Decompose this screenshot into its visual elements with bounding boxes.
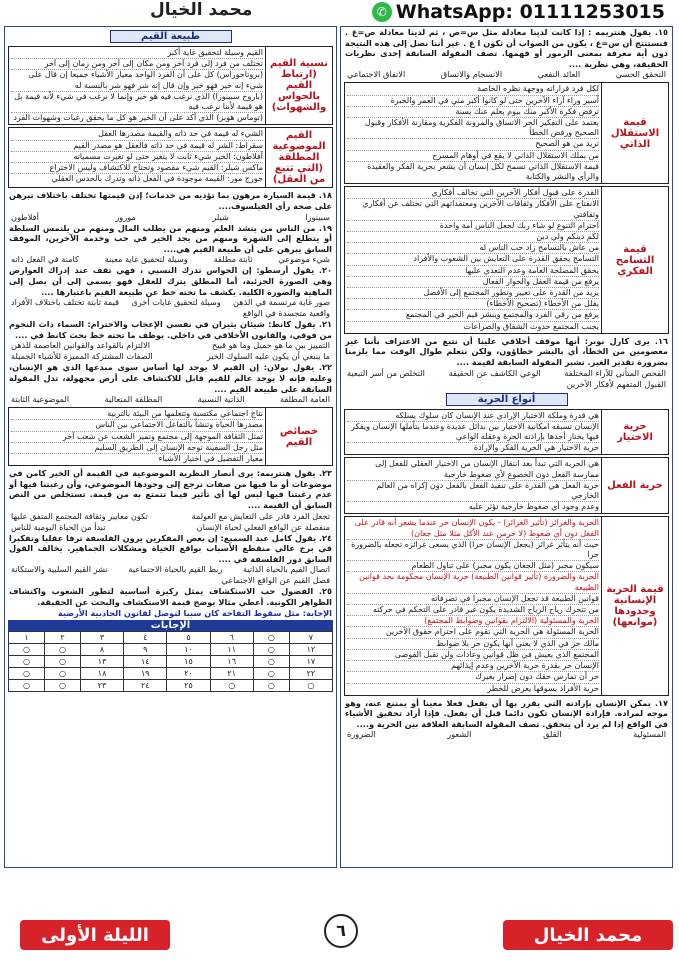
tolerance-group: [344, 186, 669, 334]
list-item: الحرية والغرائز (تأثير الغرائز) - يكون الإنسان حر عندما يشعر أنه قادر على الفعل دون أي ضغوط (لا حرمن عند الأكل مثلا مثل جعان): [347, 518, 599, 539]
group-label: قيمة الحرية الإنسانية وحدودها (موانعها): [601, 517, 668, 694]
table-row: [9, 632, 333, 644]
list-item: يحقق المصلحة العامة وعدم التعدي عليها: [347, 266, 599, 277]
list-item: يرفع من رقي الفرد والمجتمع وينشر قيم الخير في المجتمع: [347, 310, 599, 321]
whatsapp-number: WhatsApp: 01111253015: [395, 1, 665, 23]
list-item: الشيء له قيمة في حد ذاته والقيمة مصدرها العقل: [11, 129, 263, 140]
q24-options: [5, 564, 336, 586]
answer-cell: ٩: [124, 644, 167, 656]
action-freedom-group: [344, 457, 669, 514]
option[interactable]: ربط القيم بالحياة الاجتماعية: [128, 564, 223, 575]
answer-cell: ٢٢: [289, 668, 332, 680]
autonomy-group: [344, 82, 669, 184]
option[interactable]: التمييز بين ما هو جميل وما هو قبيح: [211, 340, 330, 351]
list-item: تختلف من فرد إلى فرد آخر ومن مكان إلى آخر ومن زمان إلى آخر: [11, 59, 263, 70]
option[interactable]: تبدأ من الحياة اليومية للناس: [11, 521, 106, 532]
list-item: معيار التفضيل في اختيار الأشياء: [158, 453, 263, 463]
list-item: الحرية المسئولة هي الحرية التي تقوم على احترام حقوق الآخرين: [347, 627, 599, 638]
table-row: [9, 644, 333, 656]
answer-cell: ٢٤: [124, 680, 167, 692]
q23-options: [5, 511, 336, 533]
list-item: مالك حر في الذي لا يعني أنها يكون حر بلا ضوابط: [347, 639, 599, 650]
answer-cell[interactable]: ○: [210, 680, 253, 692]
question-23: ٢٣. يقول هنتريمه: يرى أنصار النظرية الموضوعية في القيمة أن الخير كامن في موضوعات أو ما فيها من صفات ترجع إلى وجودها الموضوعي، وأن رغبتنا فيها أو عدم رغبتنا فيها ليس لها أي تأثير فيما تتمتع به من قيمة. تستخلص من النص السابق أن القيمة ....: [9, 468, 332, 510]
answer-cell: ٢١: [210, 668, 253, 680]
list-item: تمثل الثقافة الموجهة إلى مجتمع وتميز الشعب عن شعب آخر: [11, 432, 263, 443]
list-item: تريد من هو الصحيح: [347, 139, 599, 150]
option[interactable]: الموضوعية الثابتة: [11, 394, 70, 405]
option[interactable]: ما ينبغي أن يكون عليه السلوك الخير: [206, 351, 330, 362]
answer-cell[interactable]: ○: [9, 668, 45, 680]
option[interactable]: صور غاية مرتسمة في الذهن: [233, 297, 330, 308]
answer-cell: ٢: [45, 632, 81, 644]
answer-cell: ٧: [289, 632, 332, 644]
list-item: (بروتاجوراس) كل على أن الفرد الواحد معيار الأشياء جميعا إن قال على شيء إنه خير فهو خير وإن قال إنه شر فهو شر بالنسبة له: [11, 70, 263, 91]
q22-options: [5, 394, 336, 405]
option[interactable]: تجعل الفرد قادر على التعايش مع العولمة: [191, 510, 330, 521]
table-row: [9, 680, 333, 692]
question-15: ١٥. يقول هنتريمه : إذا كانت لدينا معادلة مثل س=ص ، ثم لدينا معادلة ص=ع . فنستنتج أن س=ع ، يكون من الصواب أن تكون ا ع . غير أننا نصل إلى هذه النتيجة دون أية معرفة بمعنى الرموز أو فهمها. تصف المقولة السابقة إحدى نظريات الحقيقة، وهي نظرية ....: [345, 27, 668, 69]
list-item: جورج مور: القيمة موجودة في الفعل ذاته وتدرك بالحدس العقلي: [51, 174, 263, 184]
option[interactable]: الضرورة: [347, 729, 376, 740]
list-item: ماكس شيلر: القيم شيء مقصود وتحتاج للاكتشاف وليس الاختراع: [11, 163, 263, 174]
option[interactable]: شيلر: [212, 211, 229, 222]
q16-options: [341, 368, 672, 390]
list-item: هي الحرية التي تبدأ بعد انتقال الإنسان من الاختيار العقلي للفعل إلى ممارسة الفعل دون الخضوع لأي ضغوط خارجية: [347, 459, 599, 480]
option[interactable]: واقعية متجسدة في الواقع: [242, 308, 330, 319]
list-item: قيمة الاستقلال الذاتي تسمح لكل إنسان أن يشعر بحرية الفكر والعقيدة والرأي والنشر والكتابة: [367, 161, 599, 181]
q25-answer: الإجابة: مثل سقوط التفاحة كان سببا لتوصل لقانون الجاذبية الأرضية: [57, 607, 332, 618]
list-item: أفلاطون: الخير شيء ثابت لا يتغير حتى لو تغيرت مسمياته: [11, 152, 263, 163]
option[interactable]: تكون معايير وثقافة المجتمع المتفق عليها: [11, 510, 148, 521]
q15-options: [341, 69, 672, 80]
group-label: حرية الاختيار: [601, 410, 668, 455]
answer-cell[interactable]: ○: [253, 656, 289, 668]
group-label: حرية الفعل: [601, 458, 668, 513]
option[interactable]: المطلقة المتعالية: [104, 394, 163, 405]
list-item: من تتحرك رياح الرياح الشديدة يكون غير قادر على التحكم في حركته: [347, 605, 599, 616]
list-item: (باروخ سبينوزا) الذي نرغب فيه هو خير وإنما لا نرغب في شيء لأنه قيمة بل هو قيمة لأننا نرغب فيه: [11, 92, 263, 113]
answer-cell[interactable]: ○: [253, 680, 289, 692]
list-item: الإنسان تسبقه امكانية الاختيار بين بدائل عديدة وعندما يتأملها الإنسان ويفكر فيها يختار أحدها بإرادته الحرة وعقله الواعي: [347, 422, 599, 443]
option[interactable]: الوعي الكاشف عن الحقيقة: [448, 367, 541, 378]
group-label: القيم الموضوعية المطلقة (التي تتبع من العقل): [265, 128, 332, 187]
list-item: يجنب المجتمع حدوث الشقاق والصراعات: [463, 321, 599, 331]
option[interactable]: قيمة ثابتة تختلف باختلاف الأفراد: [11, 297, 120, 308]
answer-cell: ١٤: [124, 656, 167, 668]
list-item: من يملك الاستقلال الذاتي لا يقع في أوهام المسرح: [347, 151, 599, 162]
section-title: طبيعة القيم: [110, 30, 232, 43]
list-item: الانفتاح على الأفكار وثقافات الآخرين ومعتقداتهم التي تختلف عن أفكاري وثقافتي: [347, 199, 599, 220]
group-label: قيمة التسامح الفكري: [601, 187, 668, 333]
answer-cell: ١١: [210, 644, 253, 656]
list-item: مثل رجل السفينة توجه الإنسان إلى الطريق السليم: [11, 443, 263, 454]
option[interactable]: فصل القيم عن الواقع الاجتماعي: [221, 575, 330, 586]
answer-cell: ١٧: [289, 656, 332, 668]
list-item: قوانين الطبيعة قد تجعل الإنسان مجبرا في تصرفاته: [347, 594, 599, 605]
option[interactable]: أفلاطون: [11, 211, 39, 222]
group-label: نسبية القيم (ارتباط القيم بالحواس والشهوات): [265, 47, 332, 124]
freedom-title: أنواع الحرية: [446, 393, 568, 406]
list-item: نتاج اجتماعي مكتسبة وتتعلمها من البيئة بالتربية: [11, 409, 263, 420]
list-item: حرية الأفراد يسوقها يعرض للخطر: [487, 683, 599, 693]
page-header: [0, 0, 679, 24]
question-25: ٢٥. الفضول حب الاستكشاف يمثل ركيزة أساسية لتطور الشعوب واكتشاف الظواهر الكونية. أعطي مثالا يوضح قيمة الاستكشاف والبحث عن الحقيقة.: [9, 586, 332, 607]
list-item: سيكون مجبر (مثل الجعان يكون مجبر) على تناول الطعام: [347, 561, 599, 572]
option[interactable]: الاتفاق الاجتماعي: [347, 69, 406, 80]
answer-cell: ١٦: [210, 656, 253, 668]
answer-cell: ٢٣: [80, 680, 123, 692]
question-20: ٢٠. يقول أرسطو: إن الحواس تدرك النسبي ، فهي تقف عند إدراك العوارض وهي الصورة الجزئية، أما المطلق يترك للعقل فهو يسمى إلى أن يصل إلى الماهية والصورة الكلية. يكشف ما تحته خط عن طبيعة القيم باعتبارها ....: [9, 265, 332, 297]
option[interactable]: ثابتة مطلقة: [213, 254, 253, 265]
option[interactable]: القلق: [543, 729, 562, 740]
answer-cell[interactable]: ○: [253, 632, 289, 644]
list-item: أسير وراء آراء الآخرين حتى لو كانوا أكبر مني في العمر والخبرة: [347, 96, 599, 107]
question-19: ١٩. من الناس من ينشد العلم ومنهم من يطلب المال ومنهم من يلتمس السلطة أو يتطلع إلى الشهرة ومنهم من يجد الخير في حب وخدمة الآخرين، الموقف السابق يبرهن على أن طبيعة القيم هي....: [9, 222, 332, 254]
answer-cell: ١٥: [167, 656, 210, 668]
list-item: المجتمع الذي يعيش في ظل قوانين وعادات ولن تقبل الفوضى: [347, 650, 599, 661]
option[interactable]: اتصال القيم بالحياة الذاتية: [242, 564, 330, 575]
human-freedom-group: [344, 516, 669, 695]
answer-cell: ١٩: [124, 668, 167, 680]
right-column: [340, 26, 673, 868]
list-item: القيم وسيلة لتحقيق غاية أكبر: [11, 48, 263, 59]
night-badge: الليلة الأولى: [20, 920, 170, 950]
answer-cell: ١٨: [80, 668, 123, 680]
choice-freedom-group: [344, 409, 669, 456]
option[interactable]: سبينوزا: [305, 211, 330, 222]
objective-values-group: [8, 127, 333, 188]
list-item: الحرية والمسئولية (الالتزام بقوانين وضوابط المجتمع): [347, 616, 599, 627]
list-item: حيث أنه يتأثر غرائز (يجعل الإنسان حرا) الذي يسعى غرائزه تجعله بالضرورة حرا: [347, 540, 599, 561]
answer-cell: ٤: [124, 632, 167, 644]
q20-options: [5, 297, 336, 319]
list-item: احترام التنوع لو شاء ربك لجعل الناس أمة واحدة: [347, 221, 599, 232]
group-label: خصائص القيم: [265, 408, 332, 465]
list-item: حرية الفعل هي القدرة على تنفيذ الفعل بالفعل دون إكراه من العالم الخارجي: [347, 481, 599, 502]
option[interactable]: نشر القيم السلبية والاستكانة: [11, 564, 108, 575]
list-item: الحرية والضرورة (تأثير قوانين الطبيعة) حرية الإنسان محكومة بحد قوانين الطبيعة: [347, 572, 599, 593]
answer-cell: ١: [9, 632, 45, 644]
answers-table: [8, 631, 333, 692]
list-item: لكم دينكم ولي دين: [347, 232, 599, 243]
teacher-name: محمد الخيال: [150, 0, 253, 20]
list-item: الإنسان حر بقدرة حرية الآخرين وعدم إيذائهم: [347, 661, 599, 672]
answer-cell[interactable]: ○: [253, 644, 289, 656]
list-item: مصدرها الحياة وتنشأ بالتفاعل الاجتماعي بين الناس: [11, 420, 263, 431]
option[interactable]: القبول المتفهم لأفكار الآخرين: [566, 378, 666, 389]
q19-options: [5, 254, 336, 265]
question-22: ٢٢. يقول بولان: إن القيم لا يوجد لها أساس سوى مبدعها الذي هو الإنسان، وعليه فإنه لا يوجد عالم للقيم قابل للاكتشاف على أرض مجهولة، تدل المقولة السابقة على طبيعة القيم ....: [9, 362, 332, 394]
left-column: [4, 26, 337, 868]
list-item: سقراط: الشر له قيمة في حد ذاته فالعقل هو مصدر القيم: [11, 141, 263, 152]
question-18: ١٨. قيمة السيارة مرهون بما تؤديه من خدمات؛ إذن قيمتها تختلف باختلاف تبرهن على صحة رأي الفيلسوف....: [9, 190, 332, 212]
answer-cell[interactable]: ○: [9, 680, 45, 692]
option[interactable]: مورور: [115, 211, 136, 222]
answer-cell[interactable]: ○: [45, 656, 81, 668]
answer-cell[interactable]: ○: [9, 644, 45, 656]
list-item: حرية الاختيار هي الحرية الفكر والإرادة: [473, 443, 599, 453]
list-item: القدرة على قبول أفكار الآخرين التي تخالف أفكاري: [347, 188, 599, 199]
list-item: التسامح يحقق القدرة على التعايش بين الشعوب والأفراد: [347, 254, 599, 265]
option[interactable]: الالتزام بالقواعد والقوانين العاصمة للذهن: [11, 340, 150, 351]
list-item: (توماس هوبز) الذي أكد على أن الخير هو كل ما يحقق رغبات وشهوات الفرد: [13, 113, 263, 123]
page-number: ٦: [324, 914, 358, 948]
option[interactable]: التخلص من أسر التبعية: [347, 367, 425, 378]
list-item: وعدم وجود أي ضغوط خارجية تؤثر عليه: [468, 502, 599, 512]
list-item: يرفع من قيمة العقل والحوار الفعال: [347, 277, 599, 288]
list-item: يزيد من القدرة على تغيير وتطور المجتمع إلى الأفضل: [347, 288, 599, 299]
values-traits-group: [8, 407, 333, 466]
answer-cell: ١٣: [80, 656, 123, 668]
option[interactable]: منفصلة عن الواقع الفعلي لحياة الإنسان: [196, 521, 330, 532]
list-item: يقلل من الأخطاء (تصحيح الأخطاء): [347, 299, 599, 310]
list-item: ترفض فكرة الأكبر منك بيوم يعلم عنك بسنة: [347, 107, 599, 118]
table-row: [9, 668, 333, 680]
list-item: هي قدرة وملكة الاختيار الإرادي عند الإنسان كان سلوك يسلكه: [347, 411, 599, 422]
option[interactable]: التحقق الحسي: [615, 69, 666, 80]
option[interactable]: الشعور: [447, 729, 472, 740]
option[interactable]: وسيلة لتحقيق غاية معينة: [104, 254, 188, 265]
option[interactable]: كامنة في الفعل ذاته: [11, 254, 79, 265]
answer-cell[interactable]: ○: [45, 680, 81, 692]
question-17: ١٧. يمكن الإنسان بإرادته التي يقرر بها أن يفعل فعلا معينا أو يمتنع عنه، وهو موجه لمراده. فإرادة الإنسان تكون دائما قبل أن يفعل. فإذا أراد تحقيق الأشياء في الواقع إذا لم يرد أن يتحقق. تصف المقولة السابقة العلاقة بين الحرية و....: [345, 697, 668, 729]
answer-cell: ٢٥: [167, 680, 210, 692]
q21-options: [5, 340, 336, 362]
list-item: حر أن تمارس حقك دون إضرار بغيرك: [347, 672, 599, 683]
option[interactable]: المسئولية: [633, 729, 666, 740]
option[interactable]: العائد النفعي: [537, 69, 581, 80]
question-16: ١٦. يرى كارل بوبر: أنها موقف أخلاقي علينا أن نتبع من الاعتراف بأننا غير معصومين من الخطأ، أي بالبشر خطاؤون، ولكن نتعلم طوال الوقت مما يلزمنا بضرورة تقدير الغير. تشير المقولة السابقة لقيمة ....: [345, 335, 668, 368]
list-item: من عاش بالتسامح زاد حب الناس له: [347, 243, 599, 254]
author-badge: محمد الخيال: [503, 920, 673, 950]
answer-cell[interactable]: ○: [45, 668, 81, 680]
question-24: ٢٤. يقول كامل عبد السميع: إن بعض المفكرين يرون الفلسفة ترفا عقليا وتفكيرا في برج عالي منقطع الأسباب بواقع الحياة ومشكلات الجماهير. يخالف القول السابق دور الفلسفة في ....: [9, 532, 332, 564]
relative-values-group: [8, 46, 333, 125]
list-item: يعتمد على التفكير الحر الاتساق والمرونة الفكرية ومقارنة الأفكار وقبول الصحيح ورفض الخطأ: [347, 118, 599, 139]
option[interactable]: الصفات المشتركة المميزة للأشياء الجميلة: [11, 351, 153, 362]
answer-cell: ٥: [167, 632, 210, 644]
answer-cell[interactable]: ○: [253, 668, 289, 680]
q18-options: [5, 212, 336, 223]
option[interactable]: الفحص المتأني للآراء المختلفة: [564, 367, 666, 378]
option[interactable]: الذاتية النسبية: [197, 394, 245, 405]
answer-cell: ٦: [210, 632, 253, 644]
whatsapp-contact: [372, 0, 665, 24]
answer-cell: ١٠: [167, 644, 210, 656]
answer-cell: ٢٠: [167, 668, 210, 680]
answer-cell[interactable]: ○: [9, 656, 45, 668]
question-21: ٢١. يقول كانط: شيئان يثيران في نفسي الإعجاب والاحترام: السماء ذات النجوم من فوقي، والقانون الأخلاقي في داخلي. يوظف ما تحته خط بحث كانط في ....: [9, 319, 332, 340]
group-label: قيمة الاستقلال الذاتي: [601, 83, 668, 183]
table-row: [9, 656, 333, 668]
option[interactable]: وسيلة لتحقيق غايات أخرى: [131, 297, 221, 308]
answer-cell[interactable]: ○: [45, 644, 81, 656]
option[interactable]: الانسجام والاتساق: [440, 69, 503, 80]
option[interactable]: العامة المطلقة: [279, 394, 330, 405]
q17-options: [341, 729, 672, 740]
answer-cell: ٣: [80, 632, 123, 644]
answer-cell[interactable]: ○: [289, 680, 332, 692]
answers-title: الإجابات: [8, 620, 333, 631]
whatsapp-icon: ✆: [372, 2, 392, 22]
answer-cell: ٨: [80, 644, 123, 656]
answer-cell: ١٢: [289, 644, 332, 656]
option[interactable]: شيء موضوعي: [278, 254, 330, 265]
list-item: لكل فرد قراراته ووجهة نظره الخاصة: [347, 84, 599, 95]
